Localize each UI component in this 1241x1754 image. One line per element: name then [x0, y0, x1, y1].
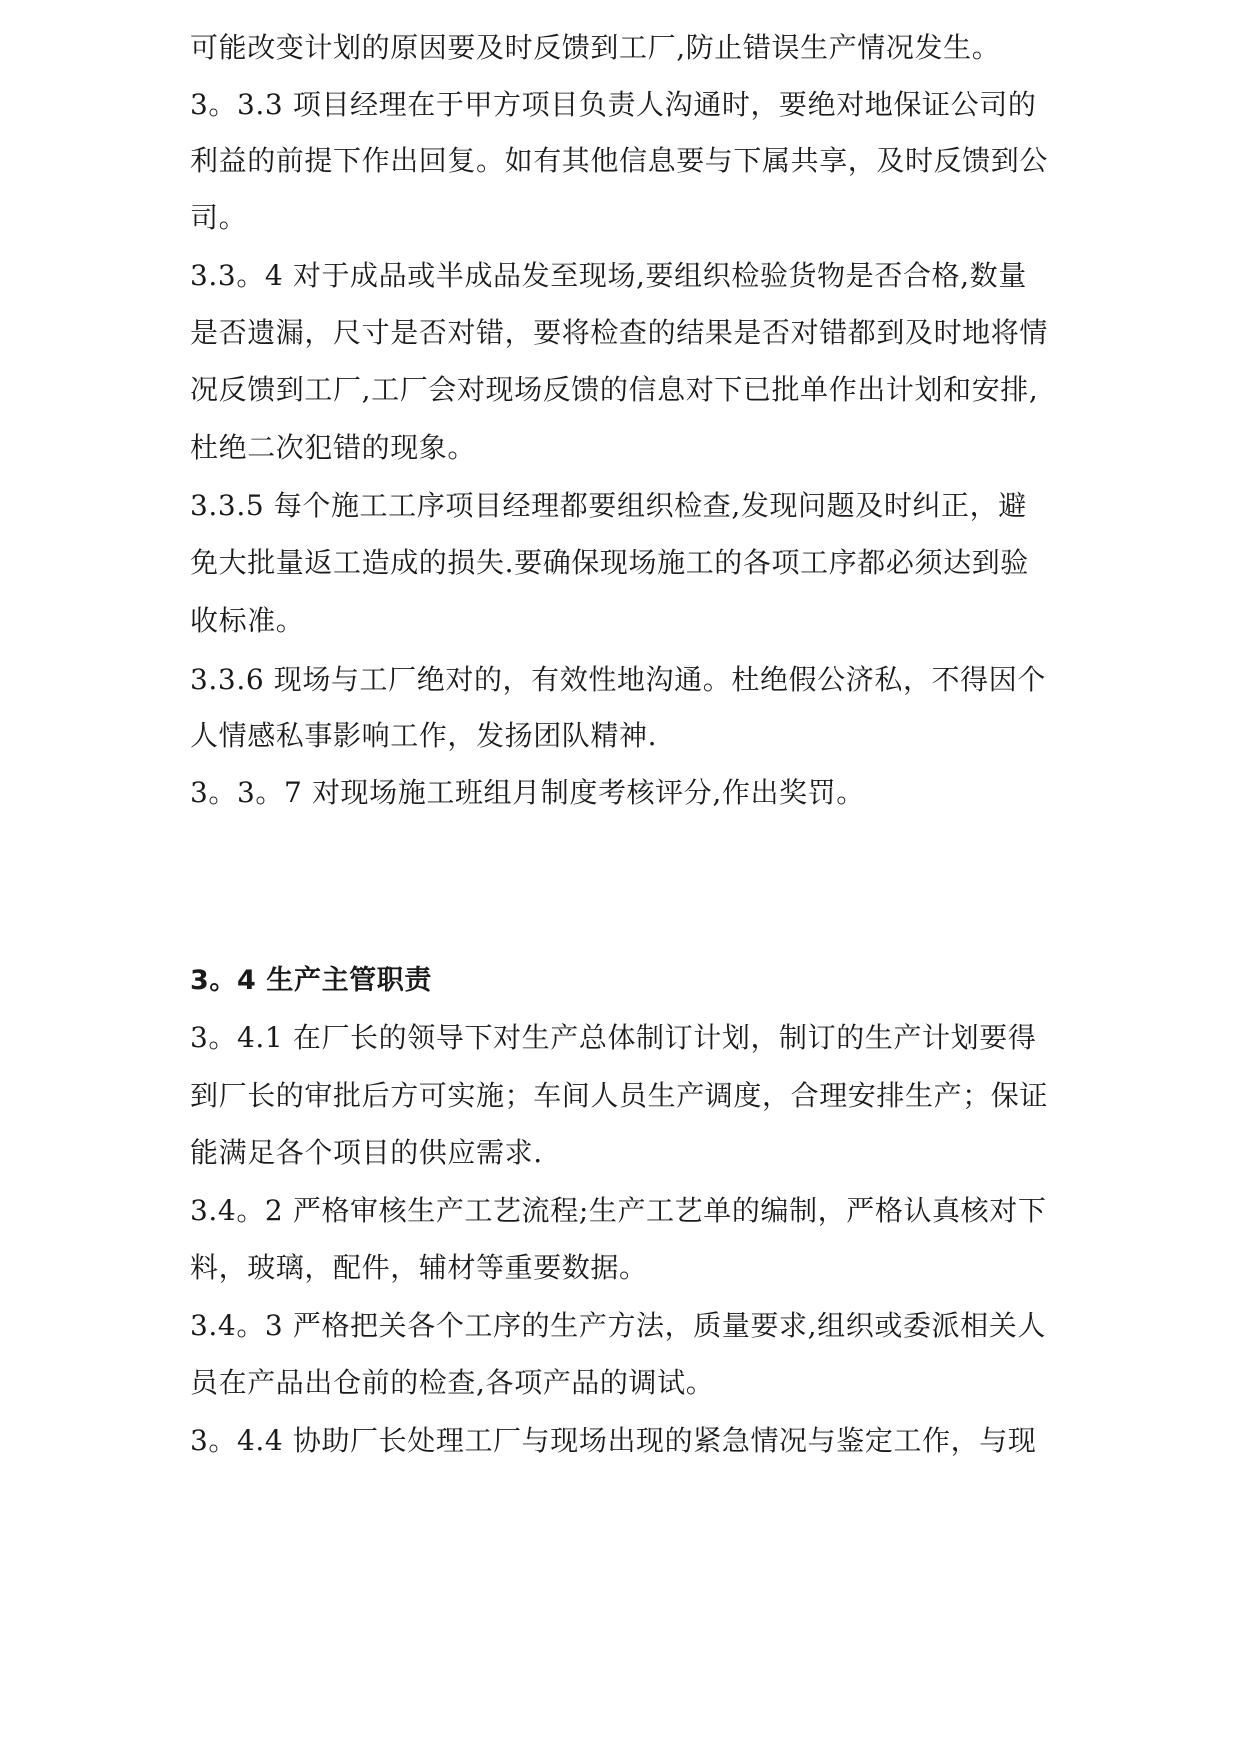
text-line: 杜绝二次犯错的现象。: [190, 431, 477, 464]
text-line: 3。3.3 项目经理在于甲方项目负责人沟通时，要绝对地保证公司的: [190, 88, 1037, 121]
text-line: 能满足各个项目的供应需求.: [190, 1136, 543, 1169]
text-line: 3.3.6 现场与工厂绝对的，有效性地沟通。杜绝假公济私，不得因个: [190, 663, 1046, 696]
text-line: 可能改变计划的原因要及时反馈到工厂,防止错误生产情况发生。: [190, 31, 1001, 64]
text-line: 3.3.5 每个施工工序项目经理都要组织检查,发现问题及时纠正，避: [190, 489, 1027, 522]
section-heading: 3。4 生产主管职责: [190, 965, 432, 996]
text-line: 3。3。7 对现场施工班组月制度考核评分,作出奖罚。: [190, 776, 865, 809]
text-line: 免大批量返工造成的损失.要确保现场施工的各项工序都必须达到验: [190, 546, 1029, 579]
text-line: 3。4.4 协助厂长处理工厂与现场出现的紧急情况与鉴定工作，与现: [190, 1424, 1037, 1457]
text-line: 3。4.1 在厂长的领导下对生产总体制订计划，制订的生产计划要得: [190, 1021, 1037, 1054]
text-line: 况反馈到工厂,工厂会对现场反馈的信息对下已批单作出计划和安排,: [190, 373, 1039, 406]
text-line: 料，玻璃，配件，辅材等重要数据。: [190, 1251, 648, 1284]
text-line: 3.4。2 严格审核生产工艺流程;生产工艺单的编制，严格认真核对下: [190, 1194, 1047, 1227]
text-line: 3.3。4 对于成品或半成品发至现场,要组织检验货物是否合格,数量: [190, 259, 1027, 292]
text-line: 人情感私事影响工作，发扬团队精神.: [190, 719, 658, 752]
text-line: 3.4。3 严格把关各个工序的生产方法，质量要求,组织或委派相关人: [190, 1309, 1046, 1342]
text-line: 司。: [190, 201, 248, 234]
text-line: 到厂长的审批后方可实施；车间人员生产调度，合理安排生产；保证: [190, 1079, 1049, 1112]
text-line: 员在产品出仓前的检查,各项产品的调试。: [190, 1366, 715, 1399]
text-line: 利益的前提下作出回复。如有其他信息要与下属共享，及时反馈到公: [190, 144, 1049, 177]
text-line: 是否遗漏，尺寸是否对错，要将检查的结果是否对错都到及时地将情: [190, 316, 1049, 349]
text-line: 收标准。: [190, 604, 305, 637]
